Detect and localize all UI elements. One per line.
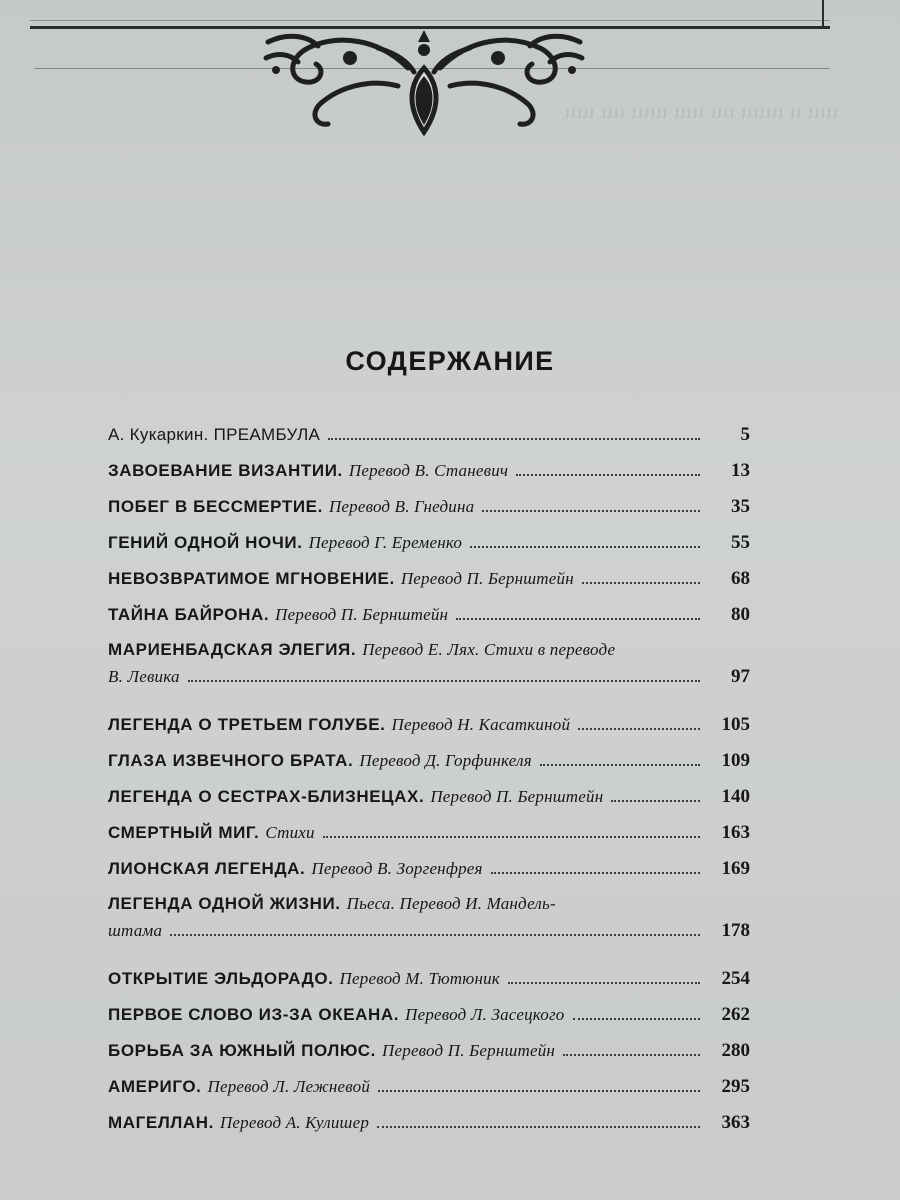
toc-entry-title: ЛЕГЕНДА ОДНОЙ ЖИЗНИ. xyxy=(108,894,341,913)
toc-entry-line xyxy=(108,460,750,482)
toc-entry[interactable] xyxy=(108,858,750,880)
toc-entry-line xyxy=(108,750,750,772)
toc-entry-page-number: 280 xyxy=(721,1040,750,1061)
toc-entry-title: ТАЙНА БАЙРОНА. xyxy=(108,605,270,624)
toc-entry-page-number: 140 xyxy=(721,786,750,807)
toc-entry-title: ЛЕГЕНДА О ТРЕТЬЕМ ГОЛУБЕ. xyxy=(108,715,386,734)
top-right-rule xyxy=(822,0,824,28)
toc-entry-page-number: 163 xyxy=(721,822,750,843)
toc-entry-page-number: 13 xyxy=(731,460,750,481)
toc-entry-translator: Перевод Н. Касаткиной xyxy=(391,715,571,734)
toc-entry[interactable] xyxy=(108,1076,750,1098)
dot-leader xyxy=(456,618,700,620)
dot-leader xyxy=(578,728,700,730)
toc-entry-translator: Перевод П. Бернштейн xyxy=(400,569,574,588)
toc-entry-page-number: 109 xyxy=(721,750,750,771)
toc-entry-translator: Перевод М. Тютюник xyxy=(339,969,500,988)
toc-entry[interactable] xyxy=(108,1112,750,1134)
toc-entry[interactable] xyxy=(108,568,750,590)
dot-leader xyxy=(573,1018,700,1020)
dot-leader xyxy=(540,764,700,766)
toc-entry-line xyxy=(108,1076,750,1098)
toc-entry[interactable] xyxy=(108,822,750,844)
toc-entry-title: А. Кукаркин. ПРЕАМБУЛА xyxy=(108,425,321,444)
toc-entry[interactable] xyxy=(108,496,750,518)
toc-entry-translator: Перевод В. Станевич xyxy=(348,461,509,480)
toc-entry-page-number: 178 xyxy=(721,920,750,941)
toc-entry-line xyxy=(108,532,750,554)
toc-entry-translator: Стихи xyxy=(265,823,315,842)
toc-entry-page-number: 262 xyxy=(721,1004,750,1025)
toc-entry-title: ГЕНИЙ ОДНОЙ НОЧИ. xyxy=(108,533,303,552)
toc-entry-title: ЛИОНСКАЯ ЛЕГЕНДА. xyxy=(108,859,306,878)
toc-entry-line xyxy=(108,786,750,808)
toc-entry-line xyxy=(108,1112,750,1134)
toc-entry-translator: Перевод В. Зоргенфрея xyxy=(311,859,483,878)
toc-entry-translator: Перевод А. Кулишер xyxy=(219,1113,370,1132)
toc-entry[interactable] xyxy=(108,786,750,808)
toc-entry[interactable] xyxy=(108,604,750,626)
toc-entry-line xyxy=(108,1004,750,1026)
dot-leader xyxy=(378,1090,700,1092)
toc-entry[interactable] xyxy=(108,460,750,482)
toc-entry-line xyxy=(108,496,750,518)
toc-entry-translator: Перевод П. Бернштейн xyxy=(430,787,604,806)
toc-entry-title: МАГЕЛЛАН. xyxy=(108,1113,214,1132)
toc-entry-line xyxy=(108,822,750,844)
toc-entry-title: ПОБЕГ В БЕССМЕРТИЕ. xyxy=(108,497,323,516)
toc-entry-line xyxy=(108,424,750,446)
toc-entry-title: ГЛАЗА ИЗВЕЧНОГО БРАТА. xyxy=(108,751,354,770)
toc-entry-page-number: 68 xyxy=(731,568,750,589)
dot-leader xyxy=(516,474,700,476)
dot-leader xyxy=(188,680,700,682)
toc-entry-title: ЗАВОЕВАНИЕ ВИЗАНТИИ. xyxy=(108,461,343,480)
toc-entry-translator: Перевод Л. Засецкого xyxy=(405,1005,565,1024)
page-title: СОДЕРЖАНИЕ xyxy=(345,346,555,376)
toc-entry-line xyxy=(108,568,750,590)
toc-entry-line xyxy=(108,894,750,914)
toc-entry-translator: Перевод Л. Лежневой xyxy=(207,1077,371,1096)
toc-entry-translator: Перевод П. Бернштейн xyxy=(382,1041,556,1060)
toc-entry-translator: Пьеса. Перевод И. Мандель- xyxy=(346,894,556,913)
toc-entry-title: НЕВОЗВРАТИМОЕ МГНОВЕНИЕ. xyxy=(108,569,395,588)
dot-leader xyxy=(377,1126,700,1128)
toc-entry-title: ПЕРВОЕ СЛОВО ИЗ-ЗА ОКЕАНА. xyxy=(108,1005,400,1024)
bleed-through-text: ιιιιι ιι ιιιιιιι ιιιι ιιιιι ιιιιιι ιιιι ιιιιι xyxy=(564,99,838,123)
dot-leader xyxy=(491,872,700,874)
dot-leader xyxy=(611,800,700,802)
toc-entry-page-number: 5 xyxy=(740,424,750,445)
toc-entry-translator: Перевод П. Бернштейн xyxy=(275,605,449,624)
toc-entry-title: ОТКРЫТИЕ ЭЛЬДОРАДО. xyxy=(108,969,334,988)
toc-entry-translator: Перевод Д. Горфинкеля xyxy=(359,751,532,770)
toc-entry-title: БОРЬБА ЗА ЮЖНЫЙ ПОЛЮС. xyxy=(108,1041,377,1060)
toc-entry-line xyxy=(108,968,750,990)
toc-entry-page-number: 295 xyxy=(721,1076,750,1097)
toc-entry-title: СМЕРТНЫЙ МИГ. xyxy=(108,823,260,842)
toc-entry-line xyxy=(108,920,750,942)
toc-entry-page-number: 55 xyxy=(731,532,750,553)
toc-entry[interactable] xyxy=(108,750,750,772)
toc-entry[interactable] xyxy=(108,968,750,990)
toc-entry-line xyxy=(108,604,750,626)
dot-leader xyxy=(323,836,700,838)
toc-entry-line xyxy=(108,858,750,880)
toc-entry[interactable] xyxy=(108,640,750,688)
dot-leader xyxy=(582,582,700,584)
toc-entry-line xyxy=(108,666,750,688)
toc-entry-title: МАРИЕНБАДСКАЯ ЭЛЕГИЯ. xyxy=(108,640,357,659)
toc-entry-page-number: 80 xyxy=(731,604,750,625)
toc-entry[interactable] xyxy=(108,532,750,554)
toc-entry-title: ЛЕГЕНДА О СЕСТРАХ-БЛИЗНЕЦАХ. xyxy=(108,787,425,806)
dot-leader xyxy=(170,934,700,936)
toc-entry-title: АМЕРИГО. xyxy=(108,1077,202,1096)
toc-entry-page-number: 97 xyxy=(731,666,750,687)
toc-entry-line xyxy=(108,1040,750,1062)
toc-entry[interactable] xyxy=(108,424,750,446)
toc-entry[interactable] xyxy=(108,714,750,736)
toc-entry-line xyxy=(108,640,750,660)
toc-entry-page-number: 169 xyxy=(721,858,750,879)
toc-entry-translator-continued: В. Левика xyxy=(108,667,180,686)
dot-leader xyxy=(470,546,700,548)
toc-entry-page-number: 105 xyxy=(721,714,750,735)
dot-leader xyxy=(563,1054,700,1056)
toc-entry-translator: Перевод В. Гнедина xyxy=(328,497,475,516)
toc-entry-translator: Перевод Е. Лях. Стихи в переводе xyxy=(362,640,616,659)
toc-entry[interactable] xyxy=(108,1040,750,1062)
toc-entry-page-number: 363 xyxy=(721,1112,750,1133)
toc-entry-line xyxy=(108,714,750,736)
toc-entry-translator: Перевод Г. Еременко xyxy=(308,533,463,552)
toc-entry-page-number: 254 xyxy=(721,968,750,989)
toc-entry-page-number: 35 xyxy=(731,496,750,517)
dot-leader xyxy=(328,438,700,440)
toc-entry[interactable] xyxy=(108,1004,750,1026)
dot-leader xyxy=(482,510,700,512)
dot-leader xyxy=(508,982,700,984)
toc-entry-translator-continued: штама xyxy=(108,921,163,940)
toc-entry[interactable] xyxy=(108,894,750,942)
